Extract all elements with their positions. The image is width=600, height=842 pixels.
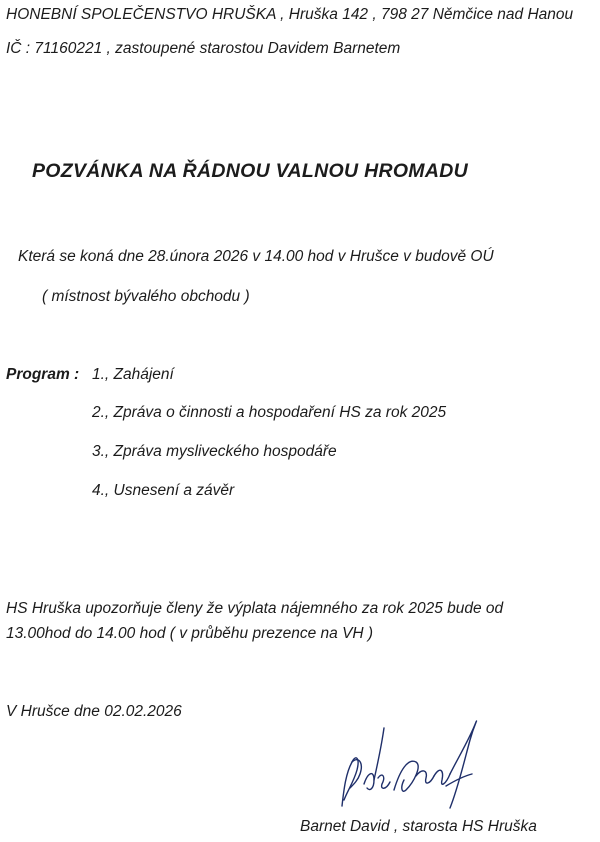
program-label: Program : [6, 366, 80, 383]
program-item-1: 1., Zahájení [92, 366, 174, 383]
program-item-2: 2., Zpráva o činnosti a hospodaření HS za rok 2025 [92, 404, 447, 421]
header-line-1: HONEBNÍ SPOLEČENSTVO HRUŠKA , Hruška 142 , 798 27 Němčice nad Hanou [6, 6, 574, 23]
program-item-4: 4., Usnesení a závěr [92, 482, 235, 499]
document-title: POZVÁNKA NA ŘÁDNOU VALNOU HROMADU [32, 160, 468, 182]
header-line-2: IČ : 71160221 , zastoupené starostou Davidem Barnetem [6, 40, 401, 57]
signature-name: Barnet David , starosta HS Hruška [300, 818, 537, 835]
program-item-3: 3., Zpráva mysliveckého hospodáře [92, 443, 337, 460]
handwritten-signature [330, 718, 510, 813]
notice-line-2: 13.00hod do 14.00 hod ( v průběhu prezence na VH ) [6, 625, 374, 642]
place-date: V Hrušce dne 02.02.2026 [6, 703, 182, 720]
intro-line-1: Která se koná dne 28.února 2026 v 14.00 hod v Hrušce v budově OÚ [18, 248, 494, 265]
notice-line-1: HS Hruška upozorňuje členy že výplata nájemného za rok 2025 bude od [6, 600, 504, 617]
intro-line-2: ( místnost bývalého obchodu ) [42, 288, 250, 305]
